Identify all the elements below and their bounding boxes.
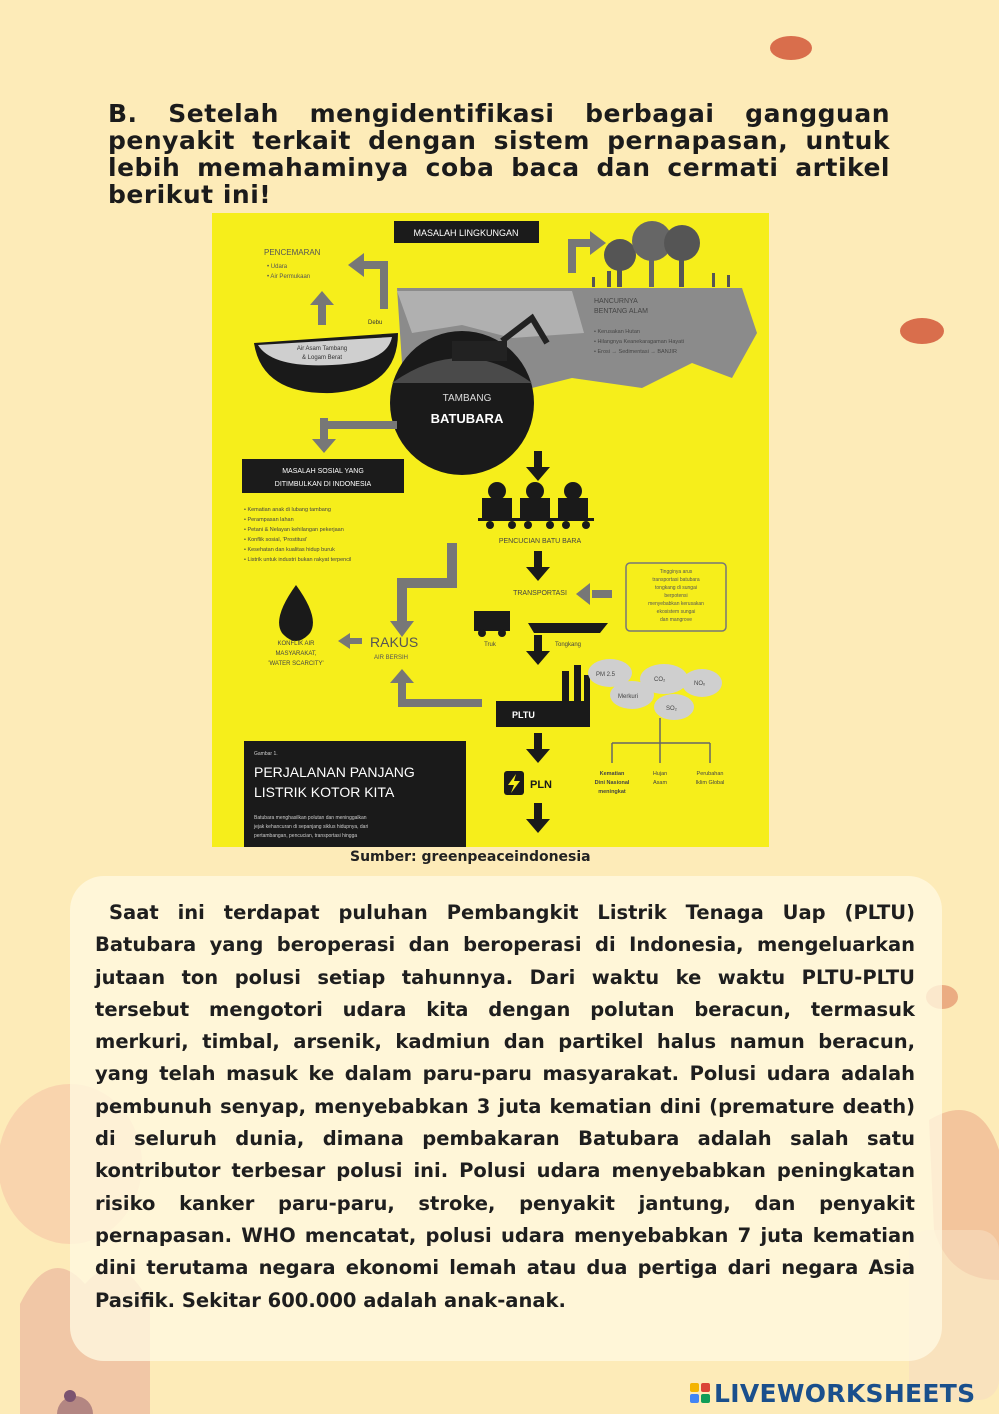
pollutant-label: SO₂ (666, 706, 677, 712)
decorative-pebble (770, 36, 812, 60)
truk-label: Truk (484, 642, 496, 648)
note-line: tongkang di sungai (655, 585, 697, 591)
truck-icon (474, 611, 510, 631)
arrow-head (310, 291, 334, 305)
pollutant-label: NOₓ (694, 681, 705, 687)
konflik-label: MASYARAKAT, (275, 651, 317, 657)
water-drop-icon (279, 585, 313, 641)
instruction-heading: B. Setelah mengidentifikasi berbagai gangguan penyakit terkait dengan sistem pernapasan, untuk lebih memahaminya coba baca dan cermati artikel berikut ini! (108, 99, 890, 209)
note-line: dan mangrove (660, 617, 692, 623)
sosial-item: • Perampasan lahan (244, 517, 294, 523)
infographic-drawing (212, 213, 769, 847)
box-small: Gambar 1. (254, 751, 278, 757)
effect-label: Iklim Global (695, 780, 725, 786)
rakus-label: RAKUS (370, 634, 419, 650)
note-line: menyebabkan kerusakan (648, 601, 704, 607)
box-desc: jejak kehancuran di sepanjang siklus hidupnya, dari (254, 824, 369, 830)
effect-label: Kematian (599, 771, 625, 777)
pollutant-label: PM 2.5 (596, 672, 616, 678)
transportasi-label: TRANSPORTASI (513, 590, 567, 597)
excavator-body (452, 341, 507, 361)
batubara-label: BATUBARA (430, 411, 504, 426)
hancurnya-item: • Kerusakan Hutan (594, 329, 640, 335)
air-asam-label: Air Asam Tambang (296, 346, 348, 352)
logo-square (701, 1383, 710, 1392)
sosial-item: • Kesehatan dan kualitas hidup buruk (244, 547, 335, 553)
logo-square (690, 1383, 699, 1392)
pollutant-label: CO₂ (654, 677, 666, 683)
sosial-title: MASALAH SOSIAL YANG (282, 468, 364, 475)
article-paragraph: Saat ini terdapat puluhan Pembangkit Listrik Tenaga Uap (PLTU) Batubara yang beroperasi dan beroperasi di Indonesia, mengeluarkan jutaan ton polusi setiap tahunnya. Dari waktu ke waktu PLTU-PLTU tersebut mengotori udara kita dengan polutan beracun, termasuk merkuri, timbal, arsenik, kadmiun dan partikel halus namun beracun, yang telah masuk ke dalam paru-paru masyarakat. Polusi udara adalah pembunuh senyap, menyebabkan 3 juta kematian dini (premature death) di seluruh dunia, dimana pembakaran Batubara adalah salah satu kontributor terbesar polusi ini. Polusi udara menyebabkan peningkatan risiko kanker paru-paru, stroke, penyakit jantung, dan penyakit pernapasan. WHO mencatat, polusi udara menyebabkan 7 juta kematian dini terutama negara ekonomi lemah atau dua pertiga dari negara Asia Pasifik. Sekitar 600.000 adalah anak-anak. (95, 901, 915, 1312)
top-label: MASALAH LINGKUNGAN (413, 228, 519, 238)
note-line: transportasi batubara (652, 577, 700, 583)
pencucian-label: PENCUCIAN BATU BARA (498, 538, 582, 545)
pencemaran-item: • Air Permukaan (267, 274, 311, 280)
pltu-label: PLTU (512, 710, 535, 720)
box-desc: Batubara menghasilkan polutan dan meninggalkan (254, 815, 367, 821)
power-plant-icon (496, 665, 590, 727)
infographic-image (212, 213, 769, 847)
arrow-head (348, 253, 364, 277)
brand-text: LIVEWORKSHEETS (714, 1378, 976, 1408)
logo-square (690, 1394, 699, 1403)
box-title: LISTRIK KOTOR KITA (254, 784, 395, 800)
barge-icon (528, 623, 608, 633)
pollution-cloud (588, 659, 722, 720)
hancurnya-title: HANCURNYA (594, 298, 638, 305)
effect-label: Dini Nasional (594, 780, 630, 786)
hancurnya-title: BENTANG ALAM (594, 308, 648, 315)
sosial-item: • Listrik untuk industri bukan rakyat terpencil (244, 557, 352, 563)
sosial-item: • Petani & Nelayan kehilangan pekerjaan (244, 527, 344, 533)
air-bersih-label: AIR BERSIH (374, 655, 409, 661)
konflik-label: 'WATER SCARCITY' (268, 661, 324, 667)
image-caption: Sumber: greenpeaceindonesia (350, 849, 591, 865)
coal-carts-icon (478, 482, 594, 529)
decorative-pebble (900, 318, 944, 344)
tambang-label: TAMBANG (442, 393, 492, 404)
pollutant-label: Merkuri (618, 694, 639, 700)
tongkang-label: Tongkang (554, 642, 582, 648)
konflik-label: KONFLIK AIR (277, 641, 315, 647)
box-title: PERJALANAN PANJANG (254, 764, 415, 780)
liveworksheets-brand[interactable] (690, 1378, 975, 1408)
note-line: ekosistem sungai (656, 609, 696, 615)
sosial-item: • Kematian anak di lubang tambang (244, 507, 331, 513)
effect-label: Perubahan (696, 771, 724, 777)
effect-label: Asam (652, 780, 668, 786)
sosial-item: • Konflik sosial, 'Prostitusi' (244, 537, 308, 543)
pencemaran-title: PENCEMARAN (264, 248, 321, 257)
pln-label: PLN (530, 779, 552, 791)
logo-square (701, 1394, 710, 1403)
air-asam-label: & Logam Berat (301, 355, 343, 361)
hancurnya-item: • Erosi → Sedimentasi → BANJIR (594, 349, 677, 355)
note-line: Tingginya arus (659, 569, 693, 575)
pencemaran-item: • Udara (267, 264, 288, 270)
box-desc: pertambangan, pencucian, transportasi hingga (254, 833, 358, 839)
debu-label: Debu (368, 320, 383, 326)
hancurnya-item: • Hilangnya Keanekaragaman Hayati (594, 339, 684, 345)
note-line: berpotensi (664, 593, 688, 599)
effect-label: Hujan (652, 771, 668, 777)
effect-label: meningkat (598, 789, 626, 795)
arrow-left (362, 265, 384, 309)
liveworksheets-logo-icon (690, 1383, 710, 1403)
sosial-title: DITIMBULKAN DI INDONESIA (274, 481, 372, 488)
